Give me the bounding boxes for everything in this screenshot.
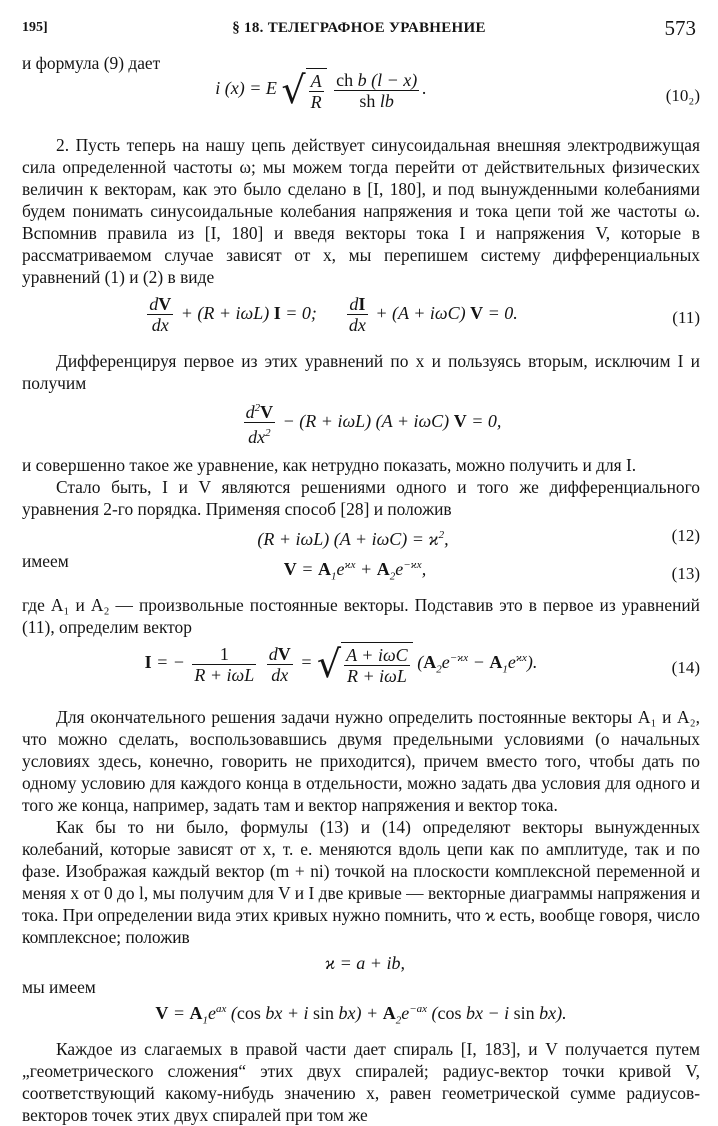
equation-number: (13) xyxy=(671,564,700,583)
paragraph-2: 2. Пусть теперь на нашу цепь действует синусоидальная внешняя электродвижущая сила определенной частоты ω; мы можем тогда перейти от действительных физических величин к векторам, как это было сделано в [I, 180], и под вынужденными колебаниями будем понимать синусоидальные колебания напряжения и тока цепи той же частоты ω. Вспомнив правила из [I, 180] и введя векторы тока I и напряжения V, которые в рассматриваемом случае зависят от x, мы перепишем систему дифференциальных уравнений (1) и (2) в виде xyxy=(22,135,700,287)
label-imeem: имеем xyxy=(22,551,69,571)
header-section-title: § 18. ТЕЛЕГРАФНОЕ УРАВНЕНИЕ xyxy=(232,20,486,36)
paragraph-7: Для окончательного решения задачи нужно определить постоянные векторы A₁ и A₂, что можно сделать, воспользовавшись двумя предельными условиями (о начальных условиях здесь, конечно, говорить не приходится), причем вместо того, чтобы дать по одному условию для каждого конца в отдельности, можно задать два условия для одного и того же конца, например, задать там и вектор напряжения и вектор тока. xyxy=(22,707,700,815)
paragraph-6: где A₁ и A₂ — произвольные постоянные векторы. Подставив это в первое из уравнений (11), определим вектор xyxy=(22,595,700,637)
equation-number: (14) xyxy=(671,658,700,677)
label-my-imeem: мы имеем xyxy=(22,977,96,997)
paragraph-8: Как бы то ни было, формулы (13) и (14) определяют векторы вынужденных колебаний, которые зависят от x, т. е. меняются вдоль цепи как по амплитуде, так и по фазе. Изображая каждый вектор (m + ni) точкой на плоскости комплексной переменной и меняя x от 0 до l, мы получим для V и I две кривые — векторные диаграммы напряжения и тока. При определении вида этих кривых нужно помнить, что ϰ есть, вообще говоря, число комплексное; положив xyxy=(22,817,700,947)
paragraph-4: и совершенно такое же уравнение, как нетрудно показать, можно получить и для I. xyxy=(22,455,637,475)
page-header xyxy=(22,16,696,42)
paragraph-3: Дифференцируя первое из этих уравнений по x и пользуясь вторым, исключим I и получим xyxy=(22,351,700,393)
equation-13: имеем $V = A_1e^{ϰx} + A_2e^{-ϰx}$, (13) xyxy=(22,551,700,583)
page-number: 573 xyxy=(664,16,696,40)
equation-number: (10₂) xyxy=(665,86,700,105)
equation-number: (12) xyxy=(671,526,700,545)
page-body xyxy=(22,52,700,1126)
equation-10-2: i (x) = E √ $\frac{A}{R}$ $\frac{\text{ch b (l − x)}}{\text{sh lb}}$ . (10₂) xyxy=(215,68,700,112)
equation-11: $\frac{dV}{dx}$ + (R + iωL) I = 0; $\frac{dI}{dx}$ + (A + iωC) V = 0. (11) xyxy=(149,294,700,335)
paragraph-9: Каждое из слагаемых в правой части дает спираль [I, 183], и V получается путем „геометрического сложения“ этих двух спиралей; радиус-вектор точки кривой V, соответствующий какому-нибудь значению x, равен геометрической сумме радиусов-векторов точек этих двух спиралей при том же xyxy=(22,1039,700,1125)
equation-14: I = − $\frac{1}{\text{R + iωL}}$ $\frac{dV}{dx}$ = √ $\frac{\text{A + iωC}}{\text{R + iωL}}$ $(A_2e^{-ϰx} - A_1e^{ϰx})$. (14) xyxy=(144,642,700,686)
equation-number: (11) xyxy=(672,308,700,327)
equation-kappa: ϰ = a + ib, xyxy=(325,953,405,973)
equation-second-order: $\frac{d^2V}{dx^2}$ − (R + iωL) (A + iωC) V = 0, xyxy=(22,398,700,448)
lead-line: и формула (9) дает xyxy=(22,53,161,73)
equation-v-spiral: $V = A_1e^{ax}$ (cos bx + i $\sin bx) + A_2e^{-ax}$ (cos bx − i sin bx). xyxy=(155,1003,567,1027)
paragraph-5: Стало быть, I и V являются решениями одного и того же дифференциального уравнения 2-го порядка. Применяя способ [28] и положив xyxy=(22,477,700,519)
header-year: 195] xyxy=(22,20,48,35)
equation-12: (R + iωL) $(A + i\omega C) = ϰ^2$, (12) xyxy=(257,526,700,549)
